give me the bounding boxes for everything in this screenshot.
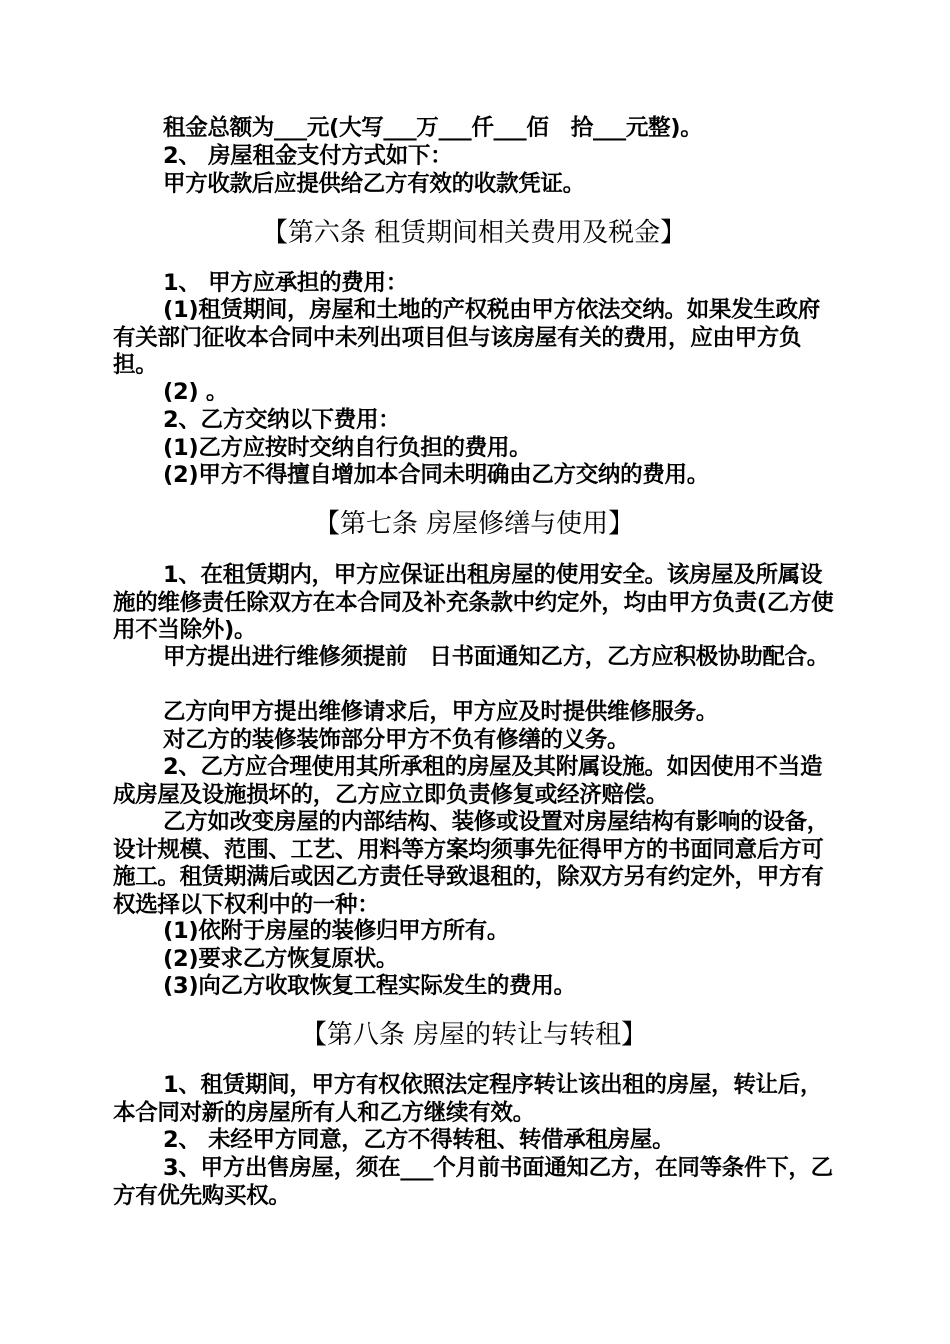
section-7-option-2: (2)要求乙方恢复原状。 bbox=[163, 946, 399, 972]
section-8-item-1: 1、租赁期间，甲方有权依照法定程序转让该出租的房屋，转让后，本合同对新的房屋所有人和乙方继续有效。 bbox=[113, 1072, 823, 1126]
section-8-heading: 【第八条 房屋的转让与转租】 bbox=[300, 1020, 648, 1050]
rent-total-paragraph: 租金总额为___元(大写___万___仟___佰 拾___元整)。 bbox=[163, 115, 703, 141]
receipt-paragraph: 甲方收款后应提供给乙方有效的收款凭证。 bbox=[163, 171, 585, 197]
section-6-item-1-1: (1)租赁期间，房屋和土地的产权税由甲方依法交纳。如果发生政府有关部门征收本合同中未列出项目但与该房屋有关的费用，应由甲方负担。 bbox=[113, 297, 820, 378]
section-6-item-1-2: (2) 。 bbox=[163, 379, 229, 405]
section-6-item-2-2: (2)甲方不得擅自增加本合同未明确由乙方交纳的费用。 bbox=[163, 462, 709, 488]
section-7-item-2: 2、乙方应合理使用其所承租的房屋及其附属设施。如因使用不当造成房屋及设施损坏的，乙方应立即负责修复或经济赔偿。 bbox=[113, 754, 823, 808]
section-7-decoration: 对乙方的装修装饰部分甲方不负有修缮的义务。 bbox=[163, 727, 630, 753]
payment-method-paragraph: 2、 房屋租金支付方式如下： bbox=[163, 143, 453, 169]
section-7-item-1: 1、在租赁期内，甲方应保证出租房屋的使用安全。该房屋及所属设施的维修责任除双方在本合同及补充条款中约定外，均由甲方负责(乙方使用不当除外)。 bbox=[113, 562, 834, 643]
section-6-heading: 【第六条 租赁期间相关费用及税金】 bbox=[261, 218, 687, 248]
section-7-option-1: (1)依附于房屋的装修归甲方所有。 bbox=[163, 918, 510, 944]
section-8-item-3: 3、甲方出售房屋，须在___个月前书面通知乙方，在同等条件下，乙方有优先购买权。 bbox=[113, 1155, 833, 1209]
section-7-structure-change: 乙方如改变房屋的内部结构、装修或设置对房屋结构有影响的设备，设计规模、范围、工艺、用料等方案均须事先征得甲方的书面同意后方可施工。租赁期满后或因乙方责任导致退租的，除双方另有约定外，甲方有权选择以下权利中的一种： bbox=[113, 809, 830, 918]
section-8-item-2: 2、 未经甲方同意，乙方不得转租、转借承租房屋。 bbox=[163, 1127, 675, 1153]
section-7-option-3: (3)向乙方收取恢复工程实际发生的费用。 bbox=[163, 973, 576, 999]
section-6-item-1: 1、 甲方应承担的费用： bbox=[163, 270, 408, 296]
section-7-repair-request: 乙方向甲方提出维修请求后，甲方应及时提供维修服务。 bbox=[163, 699, 719, 725]
section-7-notice: 甲方提出进行维修须提前 日书面通知乙方，乙方应积极协助配合。 bbox=[163, 644, 830, 670]
section-6-item-2-1: (1)乙方应按时交纳自行负担的费用。 bbox=[163, 435, 532, 461]
section-7-heading: 【第七条 房屋修缮与使用】 bbox=[313, 509, 635, 539]
section-6-item-2: 2、乙方交纳以下费用： bbox=[163, 407, 401, 433]
